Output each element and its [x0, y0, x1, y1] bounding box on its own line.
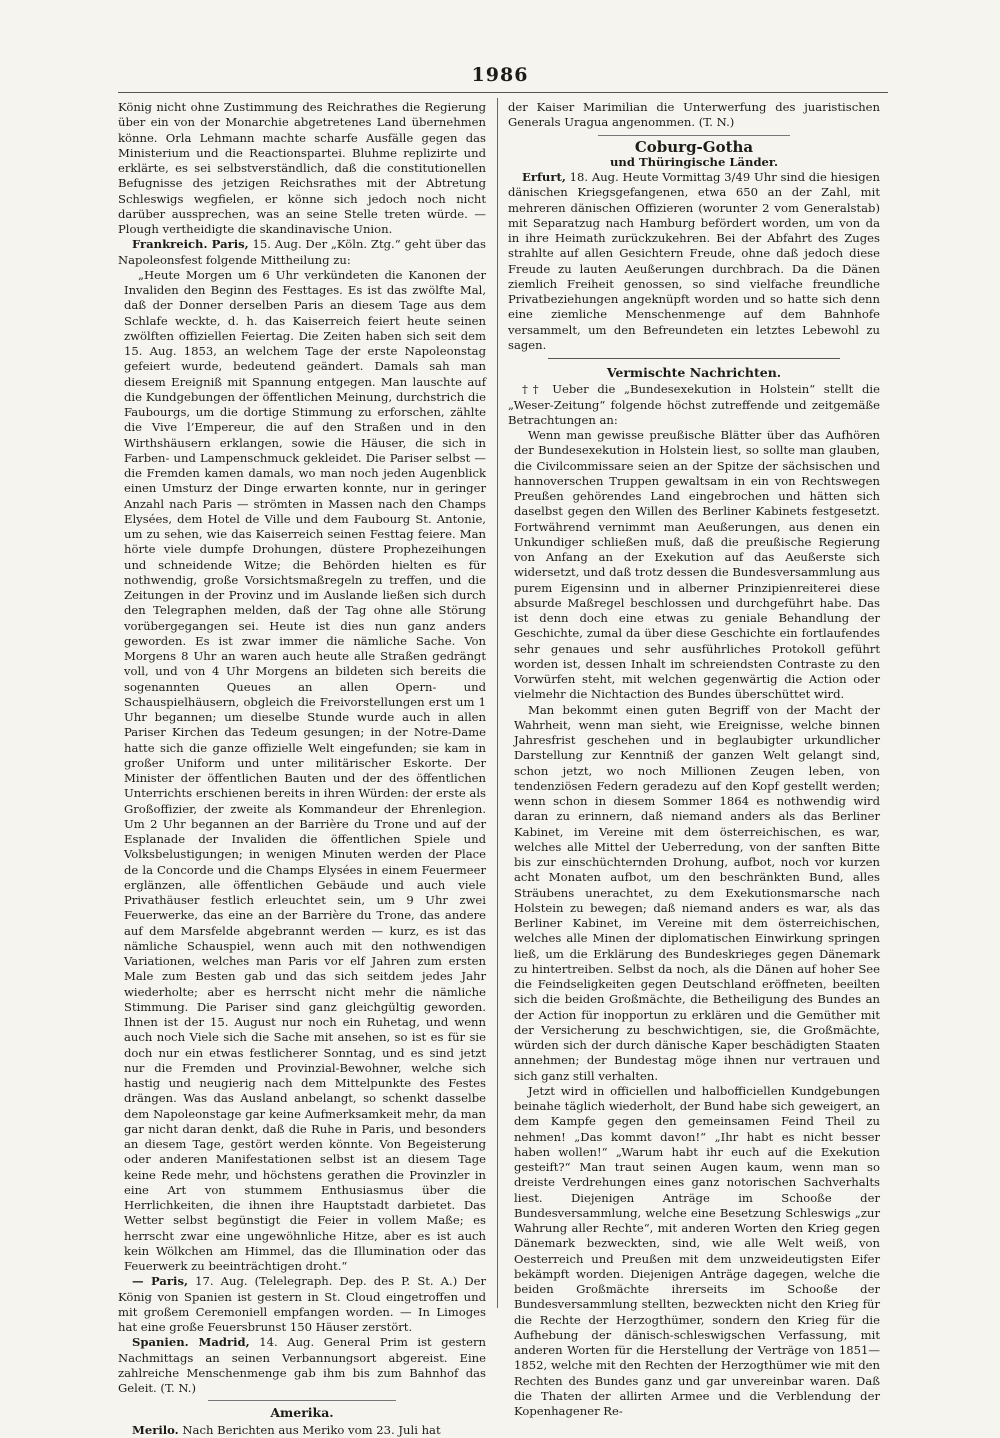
- denmark-report: König nicht ohne Zustimmung des Reichrathes die Regierung über ein von der Monarchie abgetretenes Land übernehmen könne. Orla Lehmann machte scharfe Ausfälle gegen das Ministerium und die Reactionspartei. Bluhme replizirte und erklärte, es sei selbstverständlich, daß die constitutionellen Befugnisse des jetzigen Reichsrathes mit der Abtretung Schleswigs wegfielen, er könne sich jedoch noch nicht darüber aussprechen, was an seine Stelle treten würde. — Plough vertheidigte die skandinavische Union.: [118, 100, 486, 236]
- misc-news-paragraph-3: Jetzt wird in officiellen und halbofficiellen Kundgebungen beinahe täglich wiederholt, der Bund habe sich geweigert, an dem Kampfe gegen den gemeinsamen Feind Theil zu nehmen! „Das kommt davon!“ „Ihr habt es nicht besser haben wollen!“ „Warum habt ihr euch auf die Exekution gesteift?“ Man traut seinen Augen kaum, wenn man so dreiste Verdrehungen eines ganz notorischen Sachverhalts liest. Diejenigen Anträge im Schooße der Bundesversammlung, welche eine Besetzung Schleswigs „zur Wahrung aller Rechte“, mit anderen Worten den Krieg gegen Dänemark bezweckten, sind, wie alle Welt weiß, von Oesterreich und Preußen mit dem unzweideutigsten Eifer bekämpft worden. Diejenigen Anträge dagegen, welche die beiden Großmächte ihrerseits im Schooße der Bundesversammlung stellten, bezweckten nicht den Krieg für die Rechte der Herzogthümer, sondern den Krieg für die Aufhebung der dänisch-schleswigschen Verfassung, mit anderen Worten für die Herstellung der Verträge von 1851—1852, welche mit den Rechten der Herzogthümer wie mit den Rechten des Bundes ganz und gar unvereinbar waren. Daß die Thaten der allirten Armee und die Verblendung der Kopenhagener Re-: [514, 1083, 880, 1418]
- spain-heading: Spanien. Madrid,: [132, 1335, 250, 1350]
- left-column: [118, 100, 487, 1437]
- section-separator: [598, 135, 790, 136]
- erfurt-heading: Erfurt,: [522, 170, 566, 184]
- paris-17-heading: — Paris,: [132, 1274, 189, 1289]
- paris-17-text: 17. Aug. (Telelegraph. Dep. des P. St. A.) Der König von Spanien ist gestern in St. Cloud eingetroffen und mit großem Ceremoniell empfangen worden. — In Limoges hat eine große Feuersbrunst 150 Häuser zerstört.: [118, 1274, 487, 1334]
- misc-news-paragraph-1: Wenn man gewisse preußische Blätter über das Aufhören der Bundesexekution in Holstein liest, so sollte man glauben, die Civilcommissare seien an der Spitze der sächsischen und hannoverschen Truppen gewaltsam in ein von Rechtswegen Preußen gehörendes Land eingebrochen und hätten sich daselbst gegen den Willen des Berliner Kabinets festgesetzt. Fortwährend vernimmt man Aeußerungen, aus denen ein Unkundiger schließen muß, daß die preußische Regierung von Anfang an der Exekution auf das Aeußerste sich widersetzt, und daß trotz dessen die Bundesversammlung aus purem Eigensinn und in alberner Prinzipienreiterei diese absurde Maßregel beschlossen und durchgeführt habe. Das ist denn doch eine etwas zu geniale Behandlung der Geschichte, zumal da über diese Geschichte ein fortlaufendes sehr genaues und sehr ausführliches Protokoll geführt worden ist, dessen Inhalt im schreiendsten Contraste zu den Vorwürfen steht, mit welchen gegenwärtig die Action oder vielmehr die Nichtaction des Bundes überschüttet wird.: [514, 428, 880, 702]
- right-column: [508, 100, 881, 1418]
- erfurt-text: 18. Aug. Heute Vormittag 3/49 Uhr sind die hiesigen dänischen Kriegsgefangenen, etwa 650 an der Zahl, mit mehreren dänischen Offizieren (worunter 2 vom Generalstab) mit Separatzug nach Hamburg befördert worden, um von da in ihre Heimath zurückzukehren. Bei der Abfahrt des Zuges strahlte auf allen Gesichtern Freude, ohne daß jedoch diese Freude zu lauten Aeußerungen durchbrach. Da die Dänen ziemlich Freiheit genossen, so sind vielfache freundliche Privatbeziehungen angeknüpft worden und so hatte sich denn eine ziemliche Menschenmenge auf dem Bahnhofe versammelt, um den Befreundeten ein letztes Lebewohl zu sagen.: [508, 170, 881, 352]
- napoleon-fest-quote: „Heute Morgen um 6 Uhr verkündeten die Kanonen der Invaliden den Beginn des Festtages. Es ist das zwölfte Mal, daß der Donner derselben Paris an diesem Tage aus dem Schlafe weckte, d. h. das Kaiserreich feiert heute seinen zwölften offiziellen Feiertag. Die Zeiten haben sich seit dem 15. Aug. 1853, an welchem Tage der erste Napoleonstag gefeiert wurde, bedeutend geändert. Damals sah man diesem Ereigniß mit Spannung entgegen. Man lauschte auf die Kundgebungen der öffentlichen Meinung, durchstrich die Faubourgs, um die dortige Stimmung zu erforschen, zählte die Vive l’Empereur, die auf den Straßen und in den Wirthshäusern erklangen, sowie die Häuser, die sich in Farben- und Lampenschmuck gekleidet. Die Pariser selbst — die Fremden kamen damals, wo man noch jeden Augenblick einen Umsturz der Dinge erwarten konnte, nur in geringer Anzahl nach Paris — strömten in Massen nach den Champs Elysées, dem Hotel de Ville und dem Faubourg St. Antonie, um zu sehen, wie das Kaiserreich seinen Festtag feiere. Man hörte viele dumpfe Drohungen, düstere Prophezeihungen und schneidende Witze; die Behörden hielten es für nothwendig, große Vorsichtsmaßregeln zu treffen, und die Zeitungen in der Provinz und im Auslande ließen sich durch den Telegraphen melden, daß der Tag ohne alle Störung vorübergegangen sei. Heute ist dies nun ganz anders geworden. Es ist zwar immer die nämliche Sache. Von Morgens 8 Uhr an waren auch heute alle Straßen gedrängt voll, und von 4 Uhr Morgens an bildeten sich bereits die sogenannten Queues an allen Opern- und Schauspielhäusern, obgleich die Freivorstellungen erst um 1 Uhr begannen; um dieselbe Stunde wurde auch in allen Pariser Kirchen das Tedeum gesungen; in der Notre-Dame hatte sich die ganze offizielle Welt eingefunden; sie kam in großer Uniform und unter militärischer Eskorte. Der Minister der öffentlichen Bauten und der des öffentlichen Unterrichts erschienen bereits in ihren Würden: der erste als Großoffizier, der zweite als Kommandeur der Ehrenlegion. Um 2 Uhr begannen an der Barrière du Trone und auf der Esplanade der Invaliden die öffentlichen Spiele und Volksbelustigungen; in wenigen Minuten werden der Place de la Concorde und die Champs Elysées in einem Feuermeer erglänzen, alle öffentlichen Gebäude und auch viele Privathäuser festlich erleuchtet sein, um 9 Uhr zwei Feuerwerke, das eine an der Barrière du Trone, das andere auf dem Marsfelde abgebrannt werden — kurz, es ist das nämliche Schauspiel, wenn auch mit den nothwendigen Variationen, welches man Paris vor elf Jahren zum ersten Male zum Besten gab und das sich seitdem jedes Jahr wiederholte; aber es herrscht nicht mehr die nämliche Stimmung. Die Pariser sind ganz gleichgültig geworden. Ihnen ist der 15. August nur noch ein Ruhetag, und wenn auch noch Viele sich die Sache mit ansehen, so ist es für sie doch nur ein etwas festlicherer Sonntag, und es sind jetzt nur die Fremden und Provinzial-Bewohner, welche sich hastig und neugierig nach dem Mittelpunkte des Festes drängen. Was das Ausland anbelangt, so schenkt dasselbe dem Napoleonstage gar keine Aufmerksamkeit mehr, da man gar nicht daran denkt, daß die Ruhe in Paris, und besonders an diesem Tage, gestört werden könnte. Von Begeisterung oder anderen Manifestationen selbst ist an diesem Tage keine Rede mehr, und höchstens gerathen die Provinzler in eine Art von stummem Enthusiasmus über die Herrlichkeiten, die ihnen ihre Hauptstadt darbietet. Das Wetter selbst begünstigt die Feier in vollem Maße; es herrscht zwar eine ungewöhnliche Hitze, aber es ist auch kein Wölkchen am Himmel, das die Illumination oder das Feuerwerk zu beeinträchtigen droht.“: [124, 267, 486, 1273]
- misc-news-paragraph-2: Man bekommt einen guten Begriff von der Macht der Wahrheit, wenn man sieht, wie Ereignisse, welche binnen Jahresfrist geschehen und in beglaubigter urkundlicher Darstellung zur Kenntniß der ganzen Welt gelangt sind, schon jetzt, wo noch Millionen Zeugen leben, von tendenziösen Federn geradezu auf den Kopf gestellt werden; wenn schon in diesem Sommer 1864 es nothwendig wird daran zu erinnern, daß niemand anders als das Berliner Kabinet, im Vereine mit dem österreichischen, es war, welches alle Mittel der Ueberredung, von der sanften Bitte bis zur einschüchternden Drohung, aufbot, noch vor kurzen acht Monaten aufbot, um den beschränkten Bund, alles Sträubens unerachtet, zu dem Exekutionsmarsche nach Holstein zu bewegen; daß niemand anders es war, als das Berliner Kabinet, im Vereine mit dem österreichischen, welches alle Minen der diplomatischen Einwirkung springen ließ, um die Erklärung des Bundeskrieges gegen Dänemark zu hintertreiben. Selbst da noch, als die Dänen auf hoher See die Feindseligkeiten gegen Deutschland eröffneten, beeilten sich die beiden Großmächte, die Betheiligung des Bundes an der Action für inopportun zu erklären und die Gemüther mit der Versicherung zu beschwichtigen, sie, die Großmächte, würden sich der durch dänische Kaper beschädigten Staaten annehmen; der Bundestag möge ihnen nur vertrauen und sich ganz still verhalten.: [514, 702, 880, 1083]
- page-number: 1986: [471, 64, 529, 86]
- erfurt-paragraph: [508, 170, 880, 353]
- mexico-heading: Merilo.: [132, 1422, 179, 1437]
- column-divider: [497, 98, 498, 1308]
- paris-17-paragraph: [118, 1274, 486, 1335]
- section-separator: [208, 1400, 396, 1401]
- header-rule: [118, 92, 888, 93]
- mexico-continued: der Kaiser Marimilian die Unterwerfung des juaristischen Generals Uragua angenommen. (T. N.): [508, 100, 880, 130]
- spain-text: 14. Aug. General Prim ist gestern Nachmittags an seinen Verbannungsort abgereist. Eine zahlreiche Menschenmenge gab ihm bis zum Bahnhof das Geleit. (T. N.): [118, 1335, 487, 1395]
- mexico-paragraph: [118, 1423, 486, 1438]
- mexico-text: Nach Berichten aus Meriko vom 23. Juli hat: [182, 1422, 441, 1437]
- spain-paragraph: [118, 1335, 486, 1396]
- france-intro: 15. Aug. Der „Köln. Ztg.“ geht über das Napoleonsfest folgende Mittheilung zu:: [118, 237, 487, 267]
- misc-news-heading: Vermischte Nachrichten.: [606, 365, 782, 380]
- coburg-gotha-subheading: und Thüringische Länder.: [609, 154, 779, 169]
- america-heading: Amerika.: [270, 1405, 334, 1421]
- section-separator: [548, 358, 840, 359]
- france-heading: Frankreich. Paris,: [132, 237, 249, 252]
- coburg-gotha-heading: Coburg-Gotha: [634, 137, 754, 156]
- france-paragraph: [118, 237, 486, 268]
- misc-news-intro: †† Ueber die „Bundesexekution in Holstein“ stellt die „Weser-Zeitung“ folgende höchst zutreffende und zeitgemäße Betrachtungen an:: [508, 382, 880, 427]
